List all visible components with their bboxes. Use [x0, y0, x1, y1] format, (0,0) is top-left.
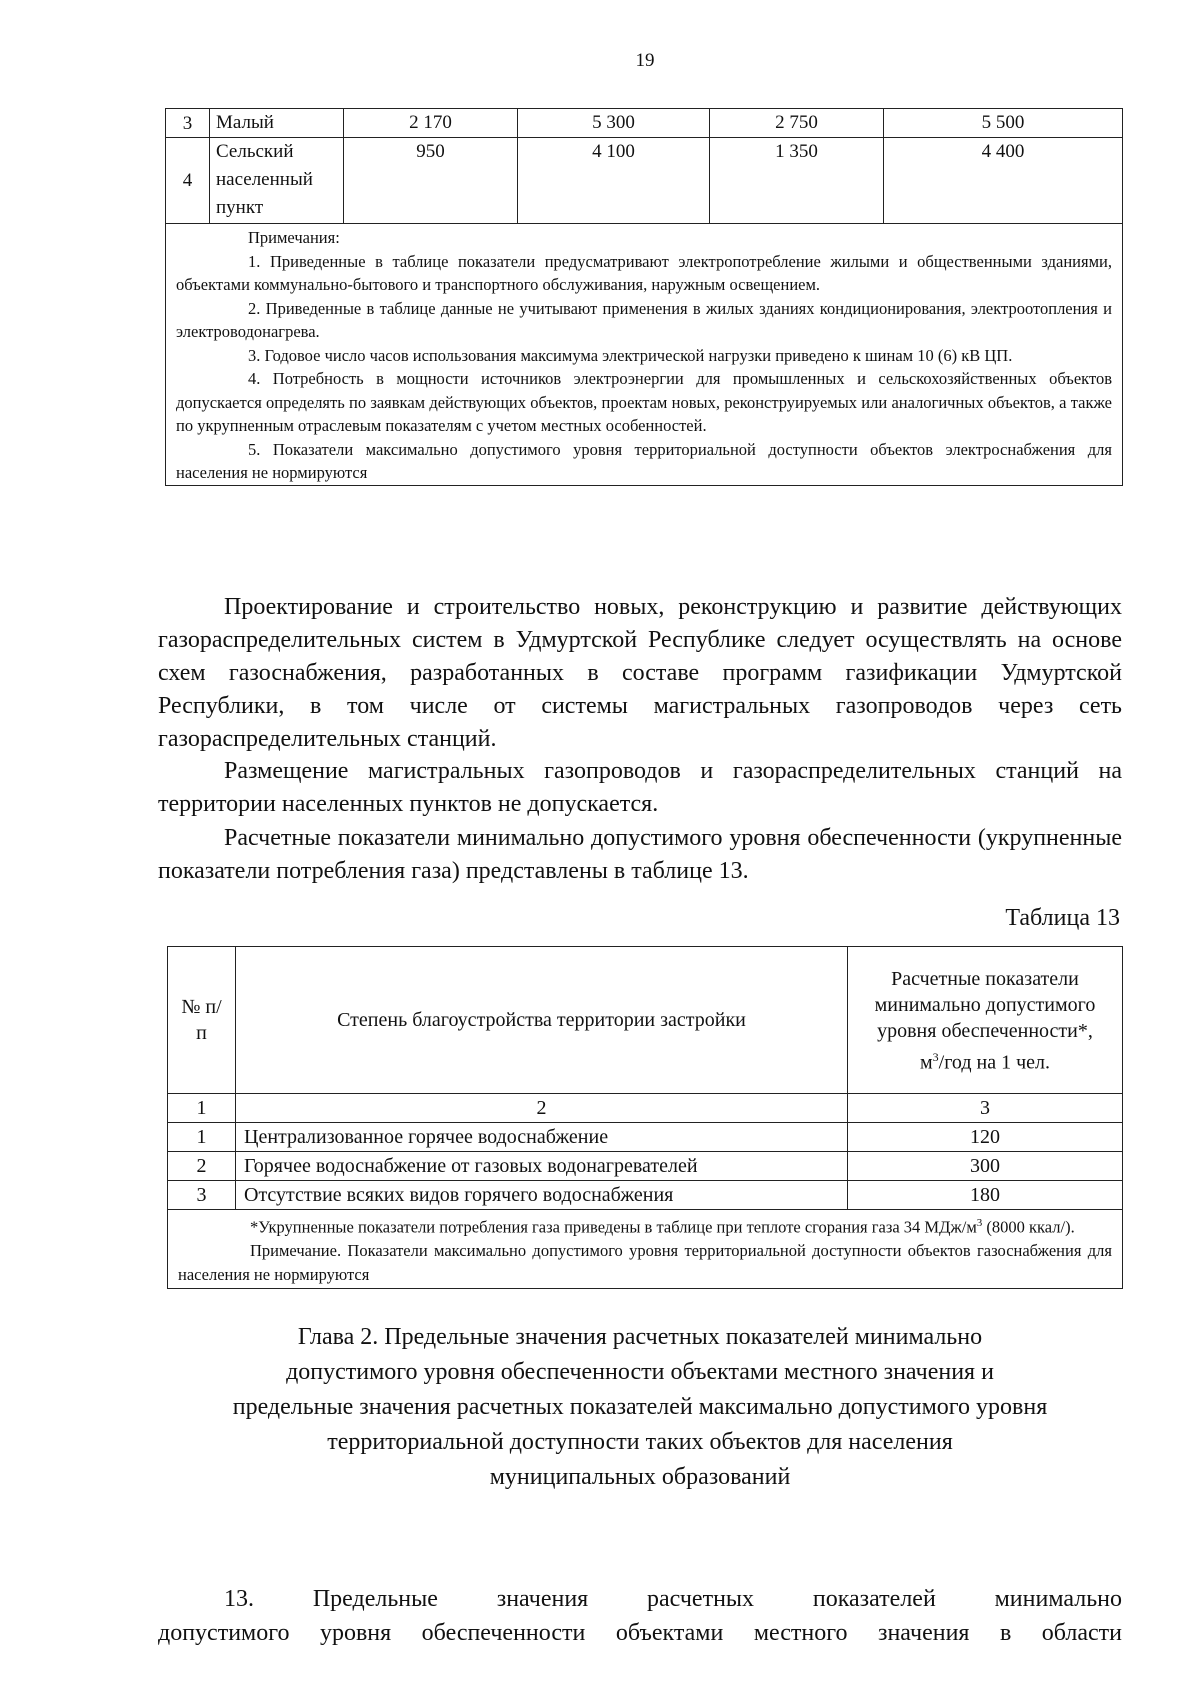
notes-row: [168, 1210, 1123, 1289]
footnote-sup: 3: [976, 1217, 983, 1229]
index-cell: 3: [848, 1094, 1123, 1123]
row-name: Горячее водоснабжение от газовых водонагревателей: [236, 1152, 848, 1181]
footnote-text-end: (8000 ккал/).: [982, 1217, 1075, 1237]
note-item: 3. Годовое число часов использования максимума электрической нагрузки приведено к шинам 10 (6) кВ ЦП.: [248, 345, 1013, 365]
settlement-type: Сельский населенный пункт: [210, 138, 344, 224]
body-paragraph: Расчетные показатели минимально допустимого уровня обеспеченности (укрупненные показатели потребления газа) представлены в таблице 13.: [158, 825, 1122, 884]
row-value: 180: [848, 1181, 1123, 1210]
body-paragraph: Проектирование и строительство новых, реконструкцию и развитие действующих газораспределительных систем в Удмуртской Республике следует осуществлять на основе схем газоснабжения, разработанных в составе программ газификации Удмуртской Республики, в том числе от системы магистральных газопроводов через сеть газораспределительных станций.: [158, 594, 1122, 752]
chapter-heading-line: территориальной доступности таких объектов для населения: [327, 1429, 953, 1455]
table-cell: 5 300: [518, 109, 710, 138]
note-item: 2. Приведенные в таблице данные не учитывают применения в жилых зданиях кондиционирования, электроотопления и электроводонагрева.: [176, 298, 1112, 341]
body-paragraph: Размещение магистральных газопроводов и газораспределительных станций на территории населенных пунктов не допускается.: [158, 758, 1122, 817]
section-line: 13. Предельные значения расчетных показателей минимально: [224, 1586, 1122, 1612]
row-number: 3: [168, 1181, 236, 1210]
row-number: 1: [168, 1123, 236, 1152]
row-number: 3: [166, 109, 210, 138]
notes-row: [166, 224, 1123, 486]
note-item: 4. Потребность в мощности источников электроэнергии для промышленных и сельскохозяйственных объектов допускается определять по заявкам действующих объектов, проектам новых, реконструируемых или аналогичных объектов, а также по укрупненным отраслевым показателям с учетом местных особенностей.: [176, 369, 1112, 435]
row-number: 2: [168, 1152, 236, 1181]
row-value: 120: [848, 1123, 1123, 1152]
row-number: 4: [166, 138, 210, 224]
header-indicator-label: Расчетные показатели минимально допустимого уровня обеспеченности*,: [874, 968, 1096, 1043]
section-line: допустимого уровня обеспеченности объектами местного значения в области: [158, 1620, 1122, 1646]
table-cell: 950: [344, 138, 518, 224]
header-cell: [848, 947, 1123, 1094]
table-notes: [166, 224, 1123, 486]
unit-m: м: [919, 1051, 933, 1074]
table-cell: 2 750: [710, 109, 884, 138]
table-note: Примечание. Показатели максимально допустимого уровня территориальной доступности объектов газоснабжения для населения не нормируются: [178, 1241, 1112, 1284]
notes-heading: Примечания:: [248, 228, 340, 247]
table-cell: 2 170: [344, 109, 518, 138]
row-name: Отсутствие всяких видов горячего водоснабжения: [236, 1181, 848, 1210]
note-item: 1. Приведенные в таблице показатели предусматривают электропотребление жилыми и общественными зданиями, объектами коммунально-бытового и транспортного обслуживания, наружным освещением.: [176, 251, 1112, 294]
section-13-paragraph: [158, 1582, 1122, 1650]
table-13: [167, 946, 1123, 1289]
table-caption: Таблица 13: [1005, 905, 1120, 931]
table-notes: [168, 1210, 1123, 1289]
header-number-label: № п/п: [181, 996, 222, 1044]
table-cell: 5 500: [884, 109, 1123, 138]
table-cell: 1 350: [710, 138, 884, 224]
table-row: [168, 1123, 1123, 1152]
page-number: 19: [635, 50, 655, 71]
table-header-row: [168, 947, 1123, 1094]
table-row: [166, 109, 1123, 138]
table-cell: 4 100: [518, 138, 710, 224]
note-item: 5. Показатели максимально допустимого уровня территориальной доступности объектов электроснабжения для населения не нормируются: [176, 439, 1112, 482]
header-cell: Степень благоустройства территории застройки: [236, 947, 848, 1094]
row-value: 300: [848, 1152, 1123, 1181]
table-row: [166, 138, 1123, 224]
footnote: [178, 1212, 1112, 1239]
table-index-row: [168, 1094, 1123, 1123]
footnote-text: *Укрупненные показатели потребления газа приведены в таблице при теплоте сгорания газа 34 МДж/м: [250, 1217, 977, 1237]
index-cell: 2: [236, 1094, 848, 1123]
table-row: [168, 1181, 1123, 1210]
settlement-type: Малый: [210, 109, 344, 138]
table-12-continuation: [165, 108, 1123, 486]
index-cell: 1: [168, 1094, 236, 1123]
chapter-heading-line: Глава 2. Предельные значения расчетных показателей минимально: [297, 1324, 983, 1350]
header-cell: [168, 947, 236, 1094]
chapter-heading-line: допустимого уровня обеспеченности объектами местного значения и: [286, 1359, 994, 1385]
table-cell: 4 400: [884, 138, 1123, 224]
chapter-heading-line: муниципальных образований: [489, 1464, 791, 1490]
table-row: [168, 1152, 1123, 1181]
unit-rest: /год на 1 чел.: [938, 1051, 1050, 1074]
row-name: Централизованное горячее водоснабжение: [236, 1123, 848, 1152]
chapter-heading: [150, 1320, 1130, 1495]
unit-sup: 3: [932, 1050, 939, 1065]
chapter-heading-line: предельные значения расчетных показателей максимально допустимого уровня: [232, 1394, 1048, 1420]
